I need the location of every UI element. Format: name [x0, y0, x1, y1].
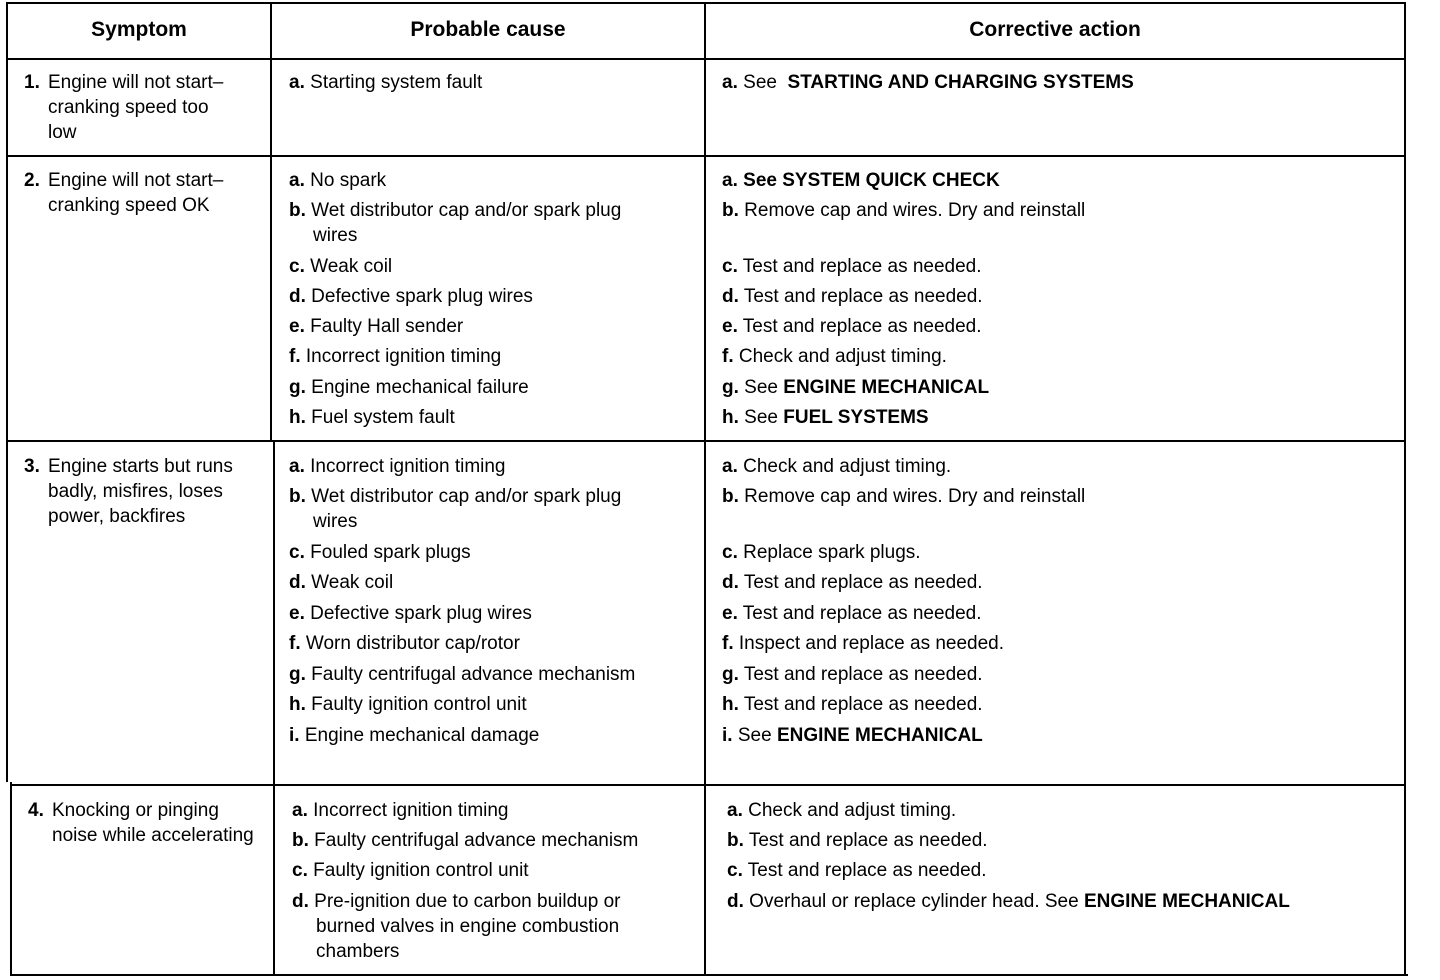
cause-2g: g. Engine mechanical failure [289, 377, 529, 398]
action-3g: g. Test and replace as needed. [722, 664, 983, 685]
action-2b: b. Remove cap and wires. Dry and reinstall [722, 200, 1086, 221]
column-divider-1 [270, 2, 272, 440]
cause-3d: d. Weak coil [289, 572, 394, 593]
action-3h: h. Test and replace as needed. [722, 694, 983, 715]
cause-2f: f. Incorrect ignition timing [289, 346, 502, 367]
cause-3h: h. Faulty ignition control unit [289, 694, 527, 715]
cause-4c: c. Faulty ignition control unit [292, 860, 529, 881]
action-2e: e. Test and replace as needed. [722, 316, 982, 337]
action-3e: e. Test and replace as needed. [722, 603, 982, 624]
row-divider-2 [6, 440, 1406, 442]
cause-2c: c. Weak coil [289, 256, 393, 277]
action-3i: i. See ENGINE MECHANICAL [722, 725, 983, 746]
cause-3b: b. Wet distributor cap and/or spark plug wires [289, 486, 622, 532]
cause-2b: b. Wet distributor cap and/or spark plug wires [289, 200, 622, 246]
cause-2e: e. Faulty Hall sender [289, 316, 464, 337]
cause-1a: a. Starting system fault [289, 72, 483, 93]
row-divider-3 [10, 784, 1406, 786]
cause-4d: d. Pre-ignition due to carbon buildup or burned valves in engine combustion chambers [292, 891, 621, 962]
action-2h: h. See FUEL SYSTEMS [722, 407, 929, 428]
action-4d: d. Overhaul or replace cylinder head. See ENGINE MECHANICAL [727, 891, 1290, 912]
action-3d: d. Test and replace as needed. [722, 572, 983, 593]
table-border-left-lower [10, 782, 12, 976]
action-2d: d. Test and replace as needed. [722, 286, 983, 307]
cause-2h: h. Fuel system fault [289, 407, 455, 428]
symptom-text: Engine will not start–cranking speed too low [48, 72, 224, 143]
symptom-number: 2. [24, 170, 40, 191]
cause-3i: i. Engine mechanical damage [289, 725, 540, 746]
symptom-text: Engine starts but runs badly, misfires, loses power, backfires [48, 456, 233, 527]
cause-4a: a. Incorrect ignition timing [292, 800, 509, 821]
symptom-number: 4. [28, 800, 44, 821]
symptom-number: 1. [24, 72, 40, 93]
cause-3a: a. Incorrect ignition timing [289, 456, 506, 477]
action-3b: b. Remove cap and wires. Dry and reinstall [722, 486, 1086, 507]
action-3c: c. Replace spark plugs. [722, 542, 921, 563]
symptom-number: 3. [24, 456, 40, 477]
action-1a: a. See STARTING AND CHARGING SYSTEMS [722, 72, 1134, 93]
column-divider-1-lower [273, 440, 275, 976]
header-divider [6, 58, 1406, 60]
header-symptom: Symptom [91, 18, 187, 41]
action-2a: a. See SYSTEM QUICK CHECK [722, 170, 1000, 191]
action-3a: a. Check and adjust timing. [722, 456, 952, 477]
header-probable-cause: Probable cause [410, 18, 566, 41]
cause-3c: c. Fouled spark plugs [289, 542, 471, 563]
cause-3e: e. Defective spark plug wires [289, 603, 532, 624]
symptom-text: Engine will not start–cranking speed OK [48, 170, 224, 216]
table-border-top [6, 2, 1406, 4]
table-border-left [6, 2, 8, 782]
cause-2d: d. Defective spark plug wires [289, 286, 533, 307]
symptom-text: Knocking or pinging noise while accelerating [52, 800, 254, 846]
table-border-right [1404, 2, 1406, 976]
column-divider-2 [704, 2, 706, 976]
action-2f: f. Check and adjust timing. [722, 346, 947, 367]
action-2c: c. Test and replace as needed. [722, 256, 982, 277]
table-border-bottom [10, 974, 1408, 976]
cause-3g: g. Faulty centrifugal advance mechanism [289, 664, 636, 685]
action-4a: a. Check and adjust timing. [727, 800, 957, 821]
header-corrective-action: Corrective action [969, 18, 1141, 41]
action-4c: c. Test and replace as needed. [727, 860, 987, 881]
action-3f: f. Inspect and replace as needed. [722, 633, 1005, 654]
action-2g: g. See ENGINE MECHANICAL [722, 377, 990, 398]
cause-3f: f. Worn distributor cap/rotor [289, 633, 520, 654]
cause-2a: a. No spark [289, 170, 387, 191]
cause-4b: b. Faulty centrifugal advance mechanism [292, 830, 639, 851]
action-4b: b. Test and replace as needed. [727, 830, 988, 851]
row-divider-1 [6, 155, 1406, 157]
